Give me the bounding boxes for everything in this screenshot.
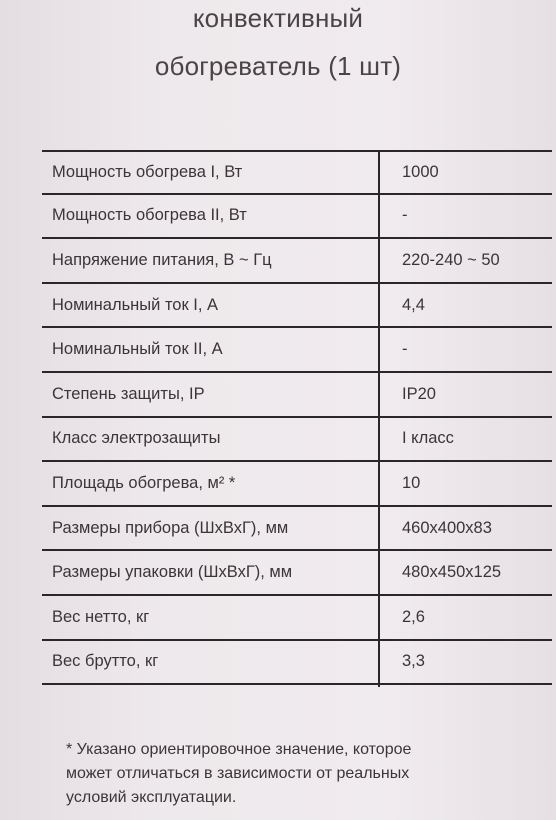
footnote <box>66 738 526 810</box>
spec-value: 4,4 <box>402 295 425 314</box>
title-line-2: обогреватель (1 шт) <box>154 51 402 81</box>
table-row <box>42 596 552 641</box>
spec-label: Номинальный ток II, А <box>52 340 223 359</box>
spec-value: 2,6 <box>402 607 425 626</box>
spec-value: 10 <box>402 473 421 492</box>
table-row <box>42 641 552 686</box>
table-row <box>42 195 552 240</box>
table-row <box>42 551 552 596</box>
title-line-1: конвективный <box>192 3 364 33</box>
table-row <box>42 373 552 418</box>
spec-value: IP20 <box>402 384 436 403</box>
spec-value: I класс <box>402 429 454 448</box>
spec-label: Размеры упаковки (ШхВхГ), мм <box>52 563 293 582</box>
spec-label: Мощность обогрева I, Вт <box>52 162 243 181</box>
table-row <box>42 507 552 552</box>
spec-label: Размеры прибора (ШхВхГ), мм <box>52 518 289 537</box>
table-row <box>42 239 552 284</box>
spec-label: Мощность обогрева II, Вт <box>52 206 247 225</box>
table-row <box>42 418 552 463</box>
spec-value: 1000 <box>402 162 439 181</box>
spec-label: Площадь обогрева, м² * <box>52 473 236 492</box>
table-row <box>42 150 552 195</box>
footnote-line-3: условий эксплуатации. <box>66 789 237 806</box>
spec-value: 220-240 ~ 50 <box>402 250 500 269</box>
spec-value: 480х450х125 <box>402 563 502 582</box>
table-row <box>42 328 552 373</box>
spec-value: 3,3 <box>402 652 425 671</box>
spec-label: Вес нетто, кг <box>52 607 150 626</box>
table-row <box>42 284 552 329</box>
column-divider <box>378 152 380 687</box>
footnote-line-1: * Указано ориентировочное значение, которое <box>66 741 412 758</box>
footnote-line-2: может отличаться в зависимости от реальных <box>66 765 410 782</box>
spec-value: 460х400х83 <box>402 518 492 537</box>
spec-table <box>42 150 552 685</box>
spec-label: Вес брутто, кг <box>52 652 159 671</box>
spec-label: Степень защиты, IP <box>52 384 205 403</box>
spec-label: Номинальный ток I, А <box>52 295 219 314</box>
spec-value: - <box>402 340 408 359</box>
spec-value: - <box>402 206 408 225</box>
spec-label: Класс электрозащиты <box>52 429 221 448</box>
spec-label: Напряжение питания, В ~ Гц <box>52 250 272 269</box>
table-row <box>42 462 552 507</box>
